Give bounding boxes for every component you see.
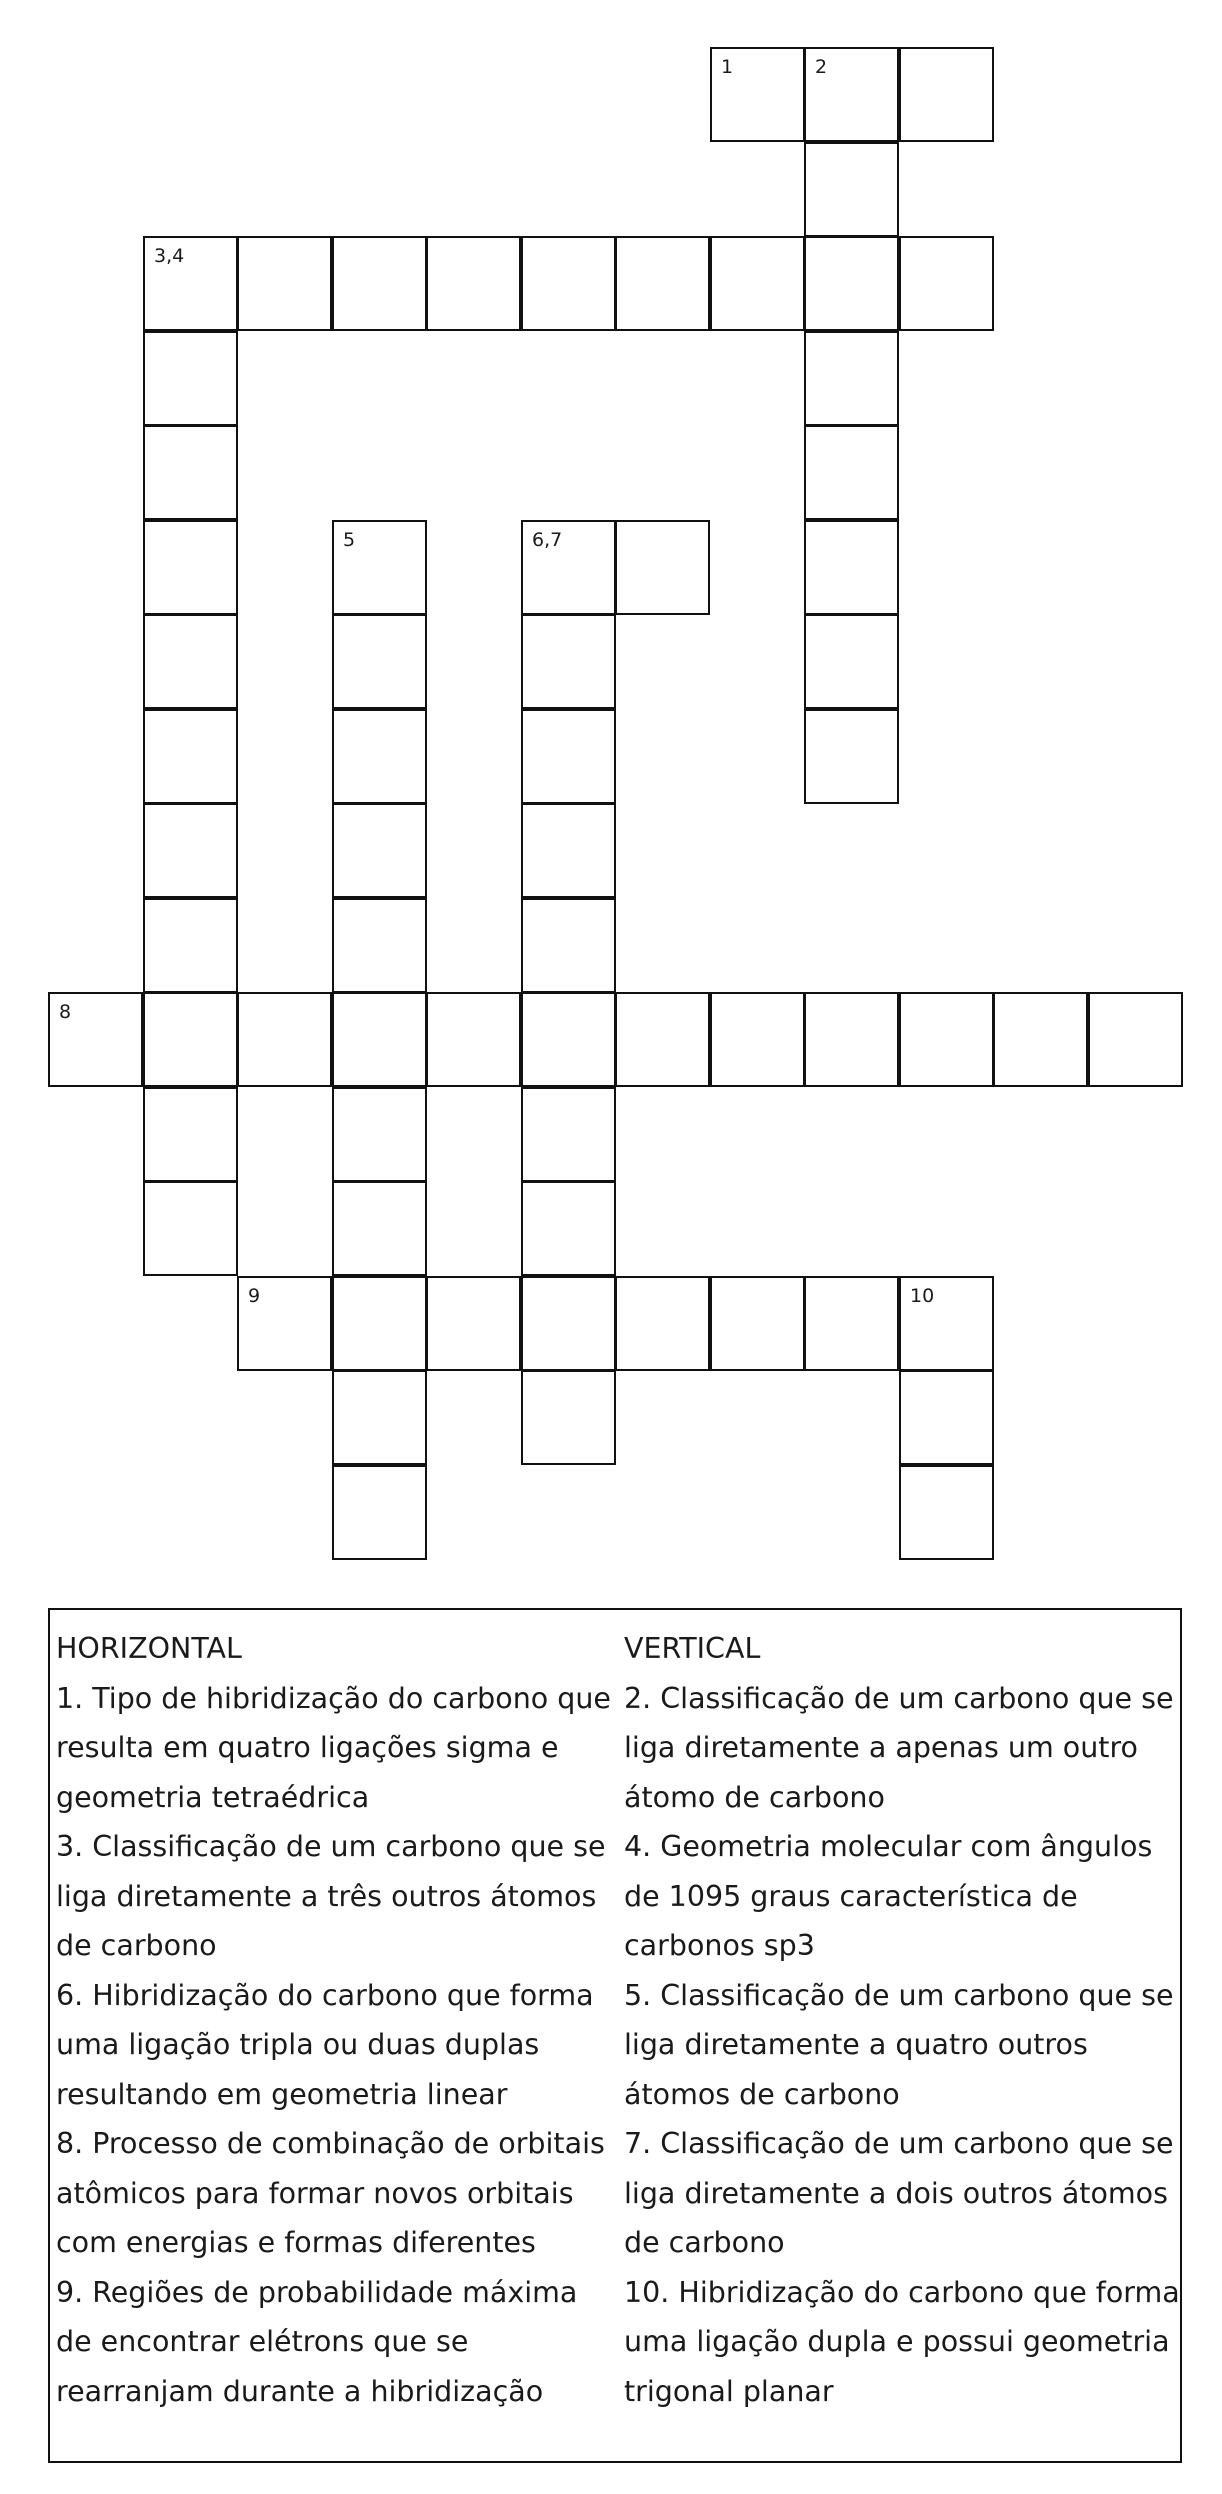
crossword-cell[interactable] [332, 1087, 427, 1182]
clue-horizontal-1: 1. Tipo de hibridização do carbono que resulta em quatro ligações sigma e geometria tetraédrica [56, 1681, 611, 1814]
crossword-cell[interactable] [1088, 992, 1183, 1087]
cell-number: 6,7 [532, 529, 563, 551]
cell-number: 5 [343, 529, 356, 551]
crossword-cell[interactable] [521, 1276, 616, 1371]
crossword-cell[interactable] [804, 614, 899, 709]
crossword-cell[interactable] [615, 520, 710, 615]
crossword-cell[interactable] [710, 236, 805, 331]
crossword-cell[interactable] [143, 425, 238, 520]
crossword-cell[interactable] [899, 992, 994, 1087]
crossword-cell[interactable] [237, 1276, 332, 1371]
crossword-cell[interactable] [143, 709, 238, 804]
crossword-cell[interactable] [143, 1087, 238, 1182]
crossword-cell[interactable] [804, 142, 899, 237]
crossword-cell[interactable] [521, 709, 616, 804]
crossword-cell[interactable] [332, 1370, 427, 1465]
crossword-cell[interactable] [521, 236, 616, 331]
crossword-cell[interactable] [48, 992, 143, 1087]
crossword-cell[interactable] [899, 236, 994, 331]
vertical-heading: VERTICAL [624, 1632, 761, 1665]
clue-horizontal-3: 3. Classificação de um carbono que se liga diretamente a três outros átomos de carbono [56, 1830, 606, 1962]
crossword-cell[interactable] [804, 47, 899, 142]
crossword-cell[interactable] [143, 236, 238, 331]
crossword-cell[interactable] [143, 803, 238, 898]
crossword-cell[interactable] [426, 1276, 521, 1371]
crossword-cell[interactable] [615, 992, 710, 1087]
clue-vertical-5: 5. Classificação de um carbono que se liga diretamente a quatro outros átomos de carbono [624, 1978, 1174, 2111]
crossword-cell[interactable] [332, 803, 427, 898]
crossword-cell[interactable] [615, 1276, 710, 1371]
crossword-cell[interactable] [143, 1181, 238, 1276]
horizontal-heading: HORIZONTAL [56, 1632, 242, 1665]
crossword-cell[interactable] [521, 992, 616, 1087]
cell-number: 9 [248, 1285, 261, 1307]
crossword-cell[interactable] [521, 614, 616, 709]
crossword-cell[interactable] [426, 236, 521, 331]
crossword-cell[interactable] [804, 709, 899, 804]
horizontal-clues [56, 1624, 616, 2416]
crossword-cell[interactable] [332, 1465, 427, 1560]
cell-number: 10 [910, 1285, 935, 1307]
clue-horizontal-9: 9. Regiões de probabilidade máxima de encontrar elétrons que se rearranjam durante a hibridização [56, 2275, 578, 2408]
clues-box [48, 1608, 1182, 2463]
crossword-cell[interactable] [332, 236, 427, 331]
crossword-cell[interactable] [332, 709, 427, 804]
crossword-cell[interactable] [710, 992, 805, 1087]
crossword-cell[interactable] [521, 1181, 616, 1276]
crossword-cell[interactable] [143, 614, 238, 709]
crossword-cell[interactable] [521, 520, 616, 615]
crossword-cell[interactable] [710, 47, 805, 142]
crossword-cell[interactable] [237, 236, 332, 331]
crossword-cell[interactable] [899, 1465, 994, 1560]
crossword-cell[interactable] [804, 236, 899, 331]
crossword-cell[interactable] [615, 236, 710, 331]
crossword-cell[interactable] [993, 992, 1088, 1087]
crossword-cell[interactable] [143, 331, 238, 426]
clue-vertical-10: 10. Hibridização do carbono que forma uma ligação dupla e possui geometria trigonal planar [624, 2275, 1180, 2408]
crossword-cell[interactable] [332, 1276, 427, 1371]
clue-horizontal-8: 8. Processo de combinação de orbitais atômicos para formar novos orbitais com energias e formas diferentes [56, 2127, 605, 2259]
crossword-cell[interactable] [710, 1276, 805, 1371]
crossword-cell[interactable] [332, 898, 427, 993]
crossword-cell[interactable] [804, 331, 899, 426]
clue-vertical-2: 2. Classificação de um carbono que se liga diretamente a apenas um outro átomo de carbono [624, 1681, 1174, 1814]
crossword-cell[interactable] [804, 425, 899, 520]
cell-number: 1 [721, 56, 734, 78]
crossword-cell[interactable] [332, 614, 427, 709]
clue-horizontal-6: 6. Hibridização do carbono que forma uma ligação tripla ou duas duplas resultando em geometria linear [56, 1978, 594, 2111]
crossword-cell[interactable] [332, 520, 427, 615]
crossword-cell[interactable] [521, 803, 616, 898]
crossword-cell[interactable] [804, 520, 899, 615]
crossword-cell[interactable] [899, 1370, 994, 1465]
crossword-cell[interactable] [899, 47, 994, 142]
cell-number: 3,4 [154, 245, 185, 267]
crossword-cell[interactable] [332, 992, 427, 1087]
cell-number: 8 [59, 1001, 72, 1023]
crossword-cell[interactable] [899, 1276, 994, 1371]
crossword-cell[interactable] [804, 1276, 899, 1371]
cell-number: 2 [815, 56, 828, 78]
crossword-cell[interactable] [521, 1087, 616, 1182]
crossword-cell[interactable] [804, 992, 899, 1087]
crossword-cell[interactable] [143, 520, 238, 615]
crossword-cell[interactable] [332, 1181, 427, 1276]
clue-vertical-7: 7. Classificação de um carbono que se liga diretamente a dois outros átomos de carbono [624, 2127, 1174, 2259]
crossword-cell[interactable] [521, 898, 616, 993]
crossword-cell[interactable] [237, 992, 332, 1087]
crossword-cell[interactable] [143, 898, 238, 993]
crossword-cell[interactable] [143, 992, 238, 1087]
crossword-cell[interactable] [521, 1370, 616, 1465]
clue-vertical-4: 4. Geometria molecular com ângulos de 1095 graus característica de carbonos sp3 [624, 1830, 1153, 1962]
vertical-clues [624, 1624, 1184, 2416]
crossword-cell[interactable] [426, 992, 521, 1087]
